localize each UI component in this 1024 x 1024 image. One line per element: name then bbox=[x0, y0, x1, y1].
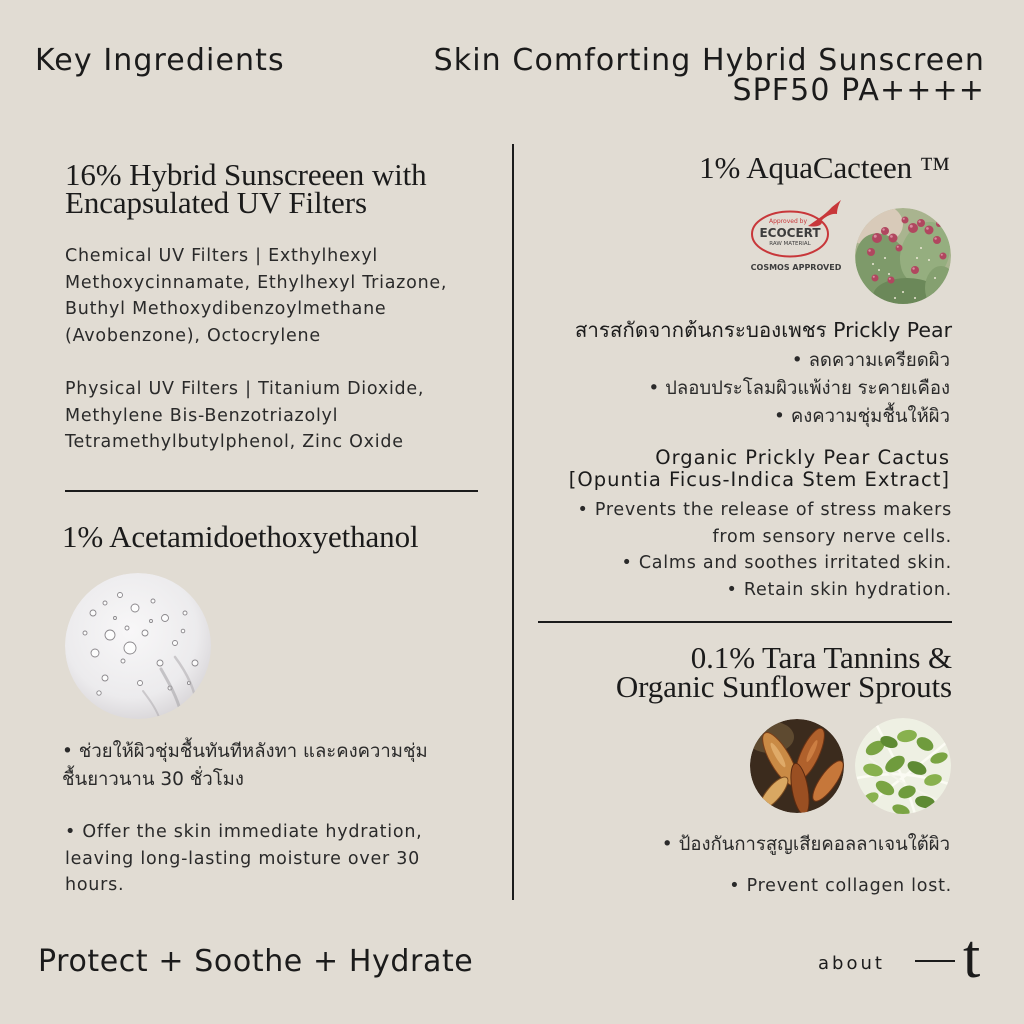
cactus-fruit-highlight bbox=[937, 222, 939, 224]
gel-bubble bbox=[97, 691, 101, 695]
cactus-fruit bbox=[889, 234, 898, 243]
physical-filters-line: Methylene Bis-Benzotriazolyl bbox=[65, 405, 339, 426]
cactus-fruit-highlight bbox=[897, 246, 899, 248]
column-divider bbox=[512, 144, 514, 900]
gel-bubble bbox=[157, 660, 163, 666]
product-spf-line: SPF50 PA++++ bbox=[732, 73, 985, 108]
cactus-fruit-highlight bbox=[874, 235, 877, 238]
cactus-fruit bbox=[888, 277, 895, 284]
gel-bubble bbox=[162, 615, 169, 622]
cactus-fruit bbox=[881, 227, 889, 235]
cactus-fruit bbox=[872, 233, 882, 243]
cactus-source-line: [Opuntia Ficus-Indica Stem Extract] bbox=[568, 468, 950, 491]
brand-dash bbox=[915, 960, 955, 962]
gel-bubble bbox=[183, 611, 187, 615]
cactus-spine bbox=[872, 263, 874, 265]
gel-bubble bbox=[125, 626, 129, 630]
left-section-divider bbox=[65, 490, 478, 492]
ecocert-brand: ECOCERT bbox=[759, 226, 821, 240]
cactus-source-name bbox=[569, 447, 950, 491]
acetamido-english-line: hours. bbox=[65, 875, 125, 896]
cactus-fruit-highlight bbox=[890, 235, 893, 238]
footer-tagline: Protect + Soothe + Hydrate bbox=[38, 944, 474, 979]
gel-photo-content bbox=[65, 573, 211, 719]
chemical-filters-line: (Avobenzone), Octocrylene bbox=[65, 325, 321, 346]
cactus-spine bbox=[888, 273, 890, 275]
cactus-spine bbox=[884, 257, 886, 259]
acetamido-thai-line: ชื้นยาวนาน 30 ชั่วโมง bbox=[62, 769, 244, 790]
acetamido-thai-text bbox=[62, 738, 428, 794]
ecocert-type: RAW MATERIAL bbox=[769, 241, 811, 247]
acetamido-heading: 1% Acetamidoethoxyethanol bbox=[62, 519, 419, 554]
cactus-fruit bbox=[940, 253, 947, 260]
acetamido-english-line: leaving long-lasting moisture over 30 bbox=[65, 848, 421, 869]
cactus-fruit bbox=[896, 245, 903, 252]
cactus-thai-title: สารสกัดจากต้นกระบองเพชร Prickly Pear bbox=[574, 318, 952, 342]
gel-texture-photo bbox=[65, 573, 211, 719]
cactus-fruit bbox=[933, 236, 941, 244]
sunflower-sprouts-photo bbox=[855, 718, 951, 814]
tara-heading-line: 0.1% Tara Tannins & bbox=[690, 640, 952, 675]
tara-english-bullet: • Prevent collagen lost. bbox=[729, 876, 952, 896]
cactus-fruit-highlight bbox=[910, 225, 913, 228]
cactus-fruit-highlight bbox=[868, 249, 870, 251]
cactus-spine bbox=[942, 293, 944, 295]
cactus-fruit bbox=[911, 266, 919, 274]
cactus-english-line: • Prevents the release of stress makers bbox=[577, 500, 952, 520]
cactus-spine bbox=[934, 277, 936, 279]
uv-filters-heading-line: Encapsulated UV Filters bbox=[65, 185, 367, 220]
cactus-spine bbox=[878, 269, 880, 271]
ecocert-logo bbox=[750, 199, 844, 275]
gel-bubble bbox=[105, 630, 115, 640]
gel-bubble bbox=[131, 604, 139, 612]
product-name bbox=[433, 43, 985, 108]
cactus-fruit-highlight bbox=[918, 220, 920, 222]
gel-bubble bbox=[192, 660, 198, 666]
chemical-filters-line: Chemical UV Filters | Exthylhexyl bbox=[65, 246, 379, 266]
physical-filters-line: Tetramethylbutylphenol, Zinc Oxide bbox=[65, 432, 404, 453]
tara-photo-content bbox=[750, 719, 844, 813]
cactus-fruit-highlight bbox=[934, 237, 936, 239]
cactus-spine bbox=[902, 291, 904, 293]
gel-bubble bbox=[150, 620, 153, 623]
gel-bubble bbox=[90, 610, 96, 616]
cactus-fruit-highlight bbox=[941, 254, 943, 256]
cactus-source-line: Organic Prickly Pear Cactus bbox=[655, 446, 950, 469]
cactus-spine bbox=[920, 247, 922, 249]
tara-heading-line: Organic Sunflower Sprouts bbox=[615, 669, 952, 704]
chemical-filters-line: Buthyl Methoxydibenzoylmethane bbox=[65, 299, 387, 320]
cactus-shapes bbox=[855, 208, 951, 304]
aquacacteen-heading: 1% AquaCacteen ™ bbox=[699, 150, 950, 185]
tara-heading bbox=[615, 640, 952, 704]
prickly-pear-cactus-photo bbox=[855, 208, 951, 304]
cactus-fruit-highlight bbox=[873, 276, 875, 278]
gel-bubble bbox=[138, 681, 143, 686]
cactus-photo-content bbox=[855, 208, 951, 304]
product-name-line: Skin Comforting Hybrid Sunscreen bbox=[433, 43, 985, 78]
cactus-thai-bullet: • ปลอบประโลมผิวแพ้ง่าย ระคายเคือง bbox=[648, 378, 950, 399]
tara-thai-bullet: • ป้องกันการสูญเสียคอลลาเจนใต้ผิว bbox=[661, 834, 950, 855]
right-section-divider bbox=[538, 621, 952, 623]
gel-background bbox=[65, 573, 211, 719]
swallow-icon bbox=[808, 200, 841, 227]
acetamido-english-line: • Offer the skin immediate hydration, bbox=[65, 822, 423, 842]
uv-filters-heading-line: 16% Hybrid Sunscreeen with bbox=[65, 157, 427, 192]
cactus-thai-bullet: • คงความชุ่มชื้นให้ผิว bbox=[774, 406, 950, 427]
cactus-fruit-highlight bbox=[926, 227, 929, 230]
uv-filters-heading bbox=[65, 157, 427, 220]
gel-bubble bbox=[124, 642, 136, 654]
physical-filters-line: Physical UV Filters | Titanium Dioxide, bbox=[65, 379, 425, 399]
cactus-spine bbox=[916, 257, 918, 259]
cactus-fruit-highlight bbox=[903, 218, 905, 220]
cactus-fruit bbox=[872, 275, 879, 282]
brand-word: about bbox=[818, 953, 885, 974]
gel-bubble bbox=[83, 631, 87, 635]
gel-bubble bbox=[151, 599, 155, 603]
acetamido-english-text bbox=[65, 819, 422, 899]
cactus-english-line: • Retain skin hydration. bbox=[726, 579, 952, 600]
cactus-fruit bbox=[867, 248, 875, 256]
ecocert-approved-by: Approved by bbox=[768, 218, 808, 225]
cactus-fruit bbox=[908, 223, 918, 233]
sprouts-photo-content bbox=[855, 718, 951, 814]
gel-bubble bbox=[118, 593, 123, 598]
ecocert-standard: COSMOS APPROVED bbox=[750, 263, 842, 272]
gel-bubble bbox=[142, 630, 148, 636]
cactus-spine bbox=[894, 297, 896, 299]
cactus-thai-bullet: • ลดความเครียดผิว bbox=[791, 350, 950, 371]
cactus-english-line: from sensory nerve cells. bbox=[712, 526, 952, 547]
acetamido-thai-line: • ช่วยให้ผิวชุ่มชื้นทันทีหลังทา และคงความชุ่ม bbox=[62, 741, 428, 762]
cactus-english-line: • Calms and soothes irritated skin. bbox=[621, 553, 952, 574]
cactus-fruit bbox=[936, 221, 942, 227]
cactus-english-bullets bbox=[577, 497, 952, 603]
chemical-filters-text bbox=[65, 243, 447, 349]
cactus-spine bbox=[914, 297, 916, 299]
page-title: Key Ingredients bbox=[35, 43, 285, 78]
physical-filters-text bbox=[65, 376, 424, 456]
cactus-fruit-highlight bbox=[912, 267, 914, 269]
brand-mark: t bbox=[963, 923, 981, 991]
cactus-spine bbox=[928, 259, 930, 261]
gel-bubble bbox=[114, 617, 117, 620]
chemical-filters-line: Methoxycinnamate, Ethylhexyl Triazone, bbox=[65, 272, 448, 293]
cactus-fruit-highlight bbox=[882, 228, 884, 230]
cactus-fruit bbox=[902, 217, 909, 224]
gel-bubble bbox=[91, 649, 99, 657]
gel-bubble bbox=[103, 601, 107, 605]
gel-bubble bbox=[181, 629, 185, 633]
gel-bubble bbox=[121, 659, 125, 663]
cactus-fruit bbox=[925, 226, 934, 235]
cactus-fruit bbox=[917, 219, 925, 227]
gel-bubble bbox=[173, 641, 178, 646]
gel-bubble bbox=[102, 675, 108, 681]
cactus-fruit-highlight bbox=[889, 278, 891, 280]
tara-pods-photo bbox=[750, 719, 844, 813]
cactus-thai-bullets bbox=[648, 347, 950, 431]
